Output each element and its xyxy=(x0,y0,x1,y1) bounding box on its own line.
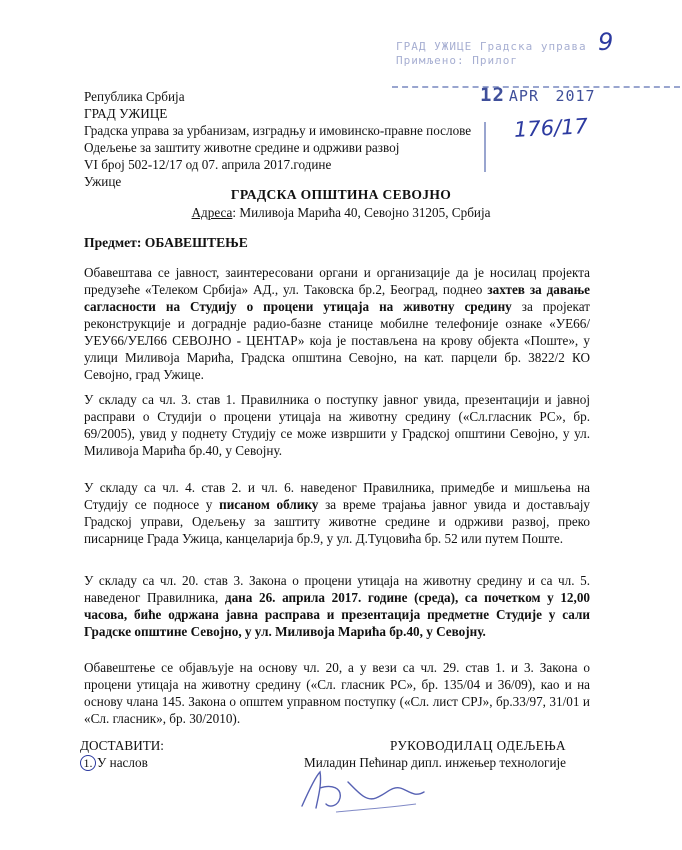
handwritten-signature xyxy=(296,758,436,818)
paragraph-hearing-text: У складу са чл. 20. став 3. Закона о процени утицаја на животну средину и са чл. 5. наведеног Правилника, xyxy=(84,573,590,605)
delivery-list xyxy=(80,737,164,771)
stamp-date-year: 2017 xyxy=(555,87,596,105)
header-department: Одељење за заштиту животне средине и одрживи развој xyxy=(84,140,400,155)
header-place: Ужице xyxy=(84,174,122,189)
delivery-item xyxy=(80,754,164,771)
recipient-title: ГРАДСКА ОПШТИНА СЕВОЈНО xyxy=(230,187,452,202)
stamp-date xyxy=(480,84,596,106)
paragraph-comments-text-1: У складу са чл. 4. став 2. и чл. 6. наведеног Правилника, примедбе и мишљења на Студију се подносе у xyxy=(84,480,590,512)
header-city: ГРАД УЖИЦЕ xyxy=(84,106,168,121)
signatory-role: РУКОВОДИЛАЦ ОДЕЉЕЊА xyxy=(390,738,566,753)
signatory-name: Миладин Пећинар дипл. инжењер технологије xyxy=(304,755,567,770)
address-value: : Миливоја Марића 40, Севојно 31205, Србија xyxy=(232,205,491,220)
delivery-item-number: 1. xyxy=(80,755,96,771)
paragraph-public-hearing xyxy=(84,572,590,640)
stamp-vertical-line xyxy=(484,122,486,172)
paragraph-request-bold: захтев за давање сагласности на Студију о процени утицаја на животну средину xyxy=(84,282,590,314)
delivery-item-text: У наслов xyxy=(97,755,148,770)
paragraph-comments xyxy=(84,479,590,547)
paragraph-hearing-bold: дана 26. априла 2017. године (среда), са почетком у 12,00 часова, биће одржана јавна расправа и презентација предметне Студије у сали Градске општине Севојно, у ул. Миливоја Марића бр.40, у Севојну. xyxy=(84,590,591,639)
paragraph-request-text-1: Обавештава се јавност, заинтересовани органи и организације да је носилац пројекта предузеће «Телеком Србија» АД., ул. Таковска бр.2, Београд, поднео xyxy=(84,265,590,297)
paragraph-request xyxy=(84,264,590,383)
header-administration: Градска управа за урбанизам, изградњу и имовинско-правне послове xyxy=(84,123,472,138)
delivery-label: ДОСТАВИТИ: xyxy=(80,738,164,753)
paragraph-comments-bold: писаном облику xyxy=(219,497,319,512)
paragraph-comments-text-2: за време трајања јавног увида и достављају Градској управи, Одељењу за заштиту животне средине и одрживи развој, преко писарнице Града Ужица, канцеларија бр.9, у ул. Д.Туцовића бр. 52 или путем Поште. xyxy=(84,497,590,546)
sender-header xyxy=(84,88,471,190)
paragraph-request-text-2: за пројекат реконструкције и дограднје радио-базне станице мобилне телефоније ознаке «УЕ66/УЕУ66/УЕЛ66 СЕВОЈНО - ЦЕНТАР» која је постављена на крову објекта «Поште», у улици Миливоја Марића, Градска општина Севојно, на кат. парцели бр. 3822/2 КО Севојно, град Ужице. xyxy=(84,299,590,382)
stamp-smudge-line-1: ГРАД УЖИЦЕ Градска управа xyxy=(396,40,587,53)
stamp-smudged-text xyxy=(396,40,656,80)
handwritten-registry-number: 176/17 xyxy=(513,114,589,142)
subject-value: ОБАВЕШТЕЊЕ xyxy=(144,235,248,250)
handwritten-mark: 9 xyxy=(598,28,614,56)
address-label: Адреса xyxy=(191,205,233,220)
stamp-smudge-line-2: Примљено: Прилог xyxy=(396,54,518,67)
subject-line xyxy=(84,235,248,251)
recipient-address xyxy=(0,205,682,221)
stamp-date-day: 12 xyxy=(480,84,505,106)
header-reference-number: VI број 502-12/17 од 07. априла 2017.године xyxy=(84,157,332,172)
stamp-date-month: APR xyxy=(508,87,539,105)
paragraph-legal-basis: Обавештење се објављује на основу чл. 20, а у вези са чл. 29. став 1. и 3. Закона о процени утицаја на животну средину («Сл. гласник РС», бр. 135/04 и 36/09), као и на основу члана 145. Закона о општем управном поступку («Сл. лист СРЈ», бр.33/97, 31/01 и «Сл. гласник», бр. 30/2010). xyxy=(84,660,590,726)
paragraph-inspection: У складу са чл. 3. став 1. Правилника о поступку јавног увида, презентацији и јавној расправи о Студији о процени утицаја на животну средину («Сл.гласник РС», бр. 69/2005), увид у поднету Студију се може извршити у Градској општини Севојно, у ул. Миливоја Марића бр.40, у Севојну. xyxy=(84,392,590,458)
subject-label: Предмет: xyxy=(84,235,142,250)
header-country: Република Србија xyxy=(84,89,185,104)
